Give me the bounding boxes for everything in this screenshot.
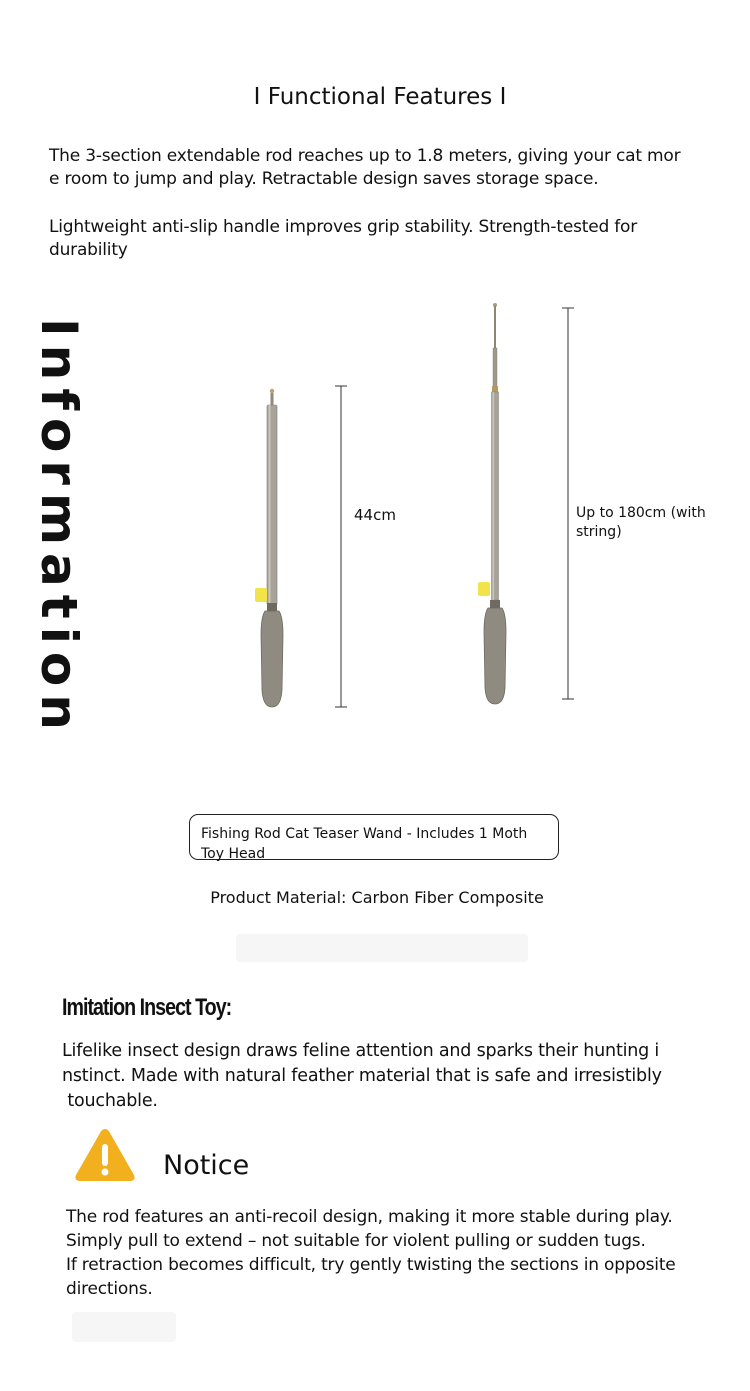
warning-dot bbox=[102, 1169, 109, 1176]
rod-tip bbox=[270, 389, 274, 393]
faded-artifact bbox=[236, 934, 528, 962]
notice-line: directions. bbox=[66, 1279, 153, 1299]
insect-toy-heading: Imitation Insect Toy: bbox=[62, 994, 232, 1021]
collapsed-length-label: 44cm bbox=[354, 506, 396, 524]
rod-handle bbox=[261, 611, 283, 707]
insect-toy-description bbox=[62, 1039, 712, 1114]
rod-tag-icon bbox=[255, 588, 267, 602]
notice-line: If retraction becomes difficult, try gently twisting the sections in opposite bbox=[66, 1255, 676, 1275]
notice-line: The rod features an anti-recoil design, making it more stable during play. bbox=[66, 1207, 673, 1227]
notice-title: Notice bbox=[163, 1150, 250, 1181]
rod-highlight bbox=[269, 405, 271, 605]
collapsed-rod-image bbox=[245, 385, 305, 715]
extended-length-line: Up to 180cm (with bbox=[576, 505, 706, 521]
extended-length-label bbox=[576, 504, 726, 542]
feature-paragraph-2 bbox=[49, 216, 709, 262]
rod-highlight bbox=[493, 392, 495, 600]
feature-line: e room to jump and play. Retractable design saves storage space. bbox=[49, 169, 599, 189]
extended-dimension-line bbox=[560, 307, 576, 701]
notice-line: Simply pull to extend – not suitable for violent pulling or sudden tugs. bbox=[66, 1231, 646, 1251]
side-label bbox=[30, 318, 120, 738]
rod-collar bbox=[267, 603, 277, 611]
rod-handle bbox=[484, 608, 506, 704]
collapsed-dimension-line bbox=[333, 385, 349, 710]
product-material: Product Material: Carbon Fiber Composite bbox=[210, 888, 544, 907]
feature-line: durability bbox=[49, 240, 128, 260]
extended-length-line: string) bbox=[576, 524, 622, 540]
insect-line: nstinct. Made with natural feather material that is safe and irresistibly bbox=[62, 1066, 662, 1086]
insect-line: Lifelike insect design draws feline attention and sparks their hunting i bbox=[62, 1041, 660, 1061]
side-label-text: Information bbox=[30, 318, 88, 738]
rod-joint bbox=[492, 386, 498, 392]
notice-text bbox=[66, 1205, 716, 1301]
faded-artifact bbox=[72, 1312, 176, 1342]
insect-line: touchable. bbox=[62, 1091, 158, 1111]
product-name-box bbox=[189, 814, 559, 860]
product-name-line: Fishing Rod Cat Teaser Wand - Includes 1 Moth bbox=[201, 826, 528, 842]
rod-section-2 bbox=[493, 348, 497, 388]
product-name-line: Toy Head bbox=[201, 846, 266, 862]
rod-tag-icon bbox=[478, 582, 490, 596]
feature-paragraph-1 bbox=[49, 145, 709, 191]
warning-mark bbox=[102, 1144, 108, 1166]
rod-collar bbox=[490, 600, 500, 608]
warning-icon bbox=[73, 1126, 137, 1184]
rod-section-1 bbox=[494, 306, 496, 348]
page-title: I Functional Features I bbox=[253, 84, 507, 110]
feature-line: The 3-section extendable rod reaches up to 1.8 meters, giving your cat mor bbox=[49, 146, 681, 166]
extended-rod-image bbox=[470, 300, 530, 712]
feature-line: Lightweight anti-slip handle improves grip stability. Strength-tested for bbox=[49, 217, 638, 237]
